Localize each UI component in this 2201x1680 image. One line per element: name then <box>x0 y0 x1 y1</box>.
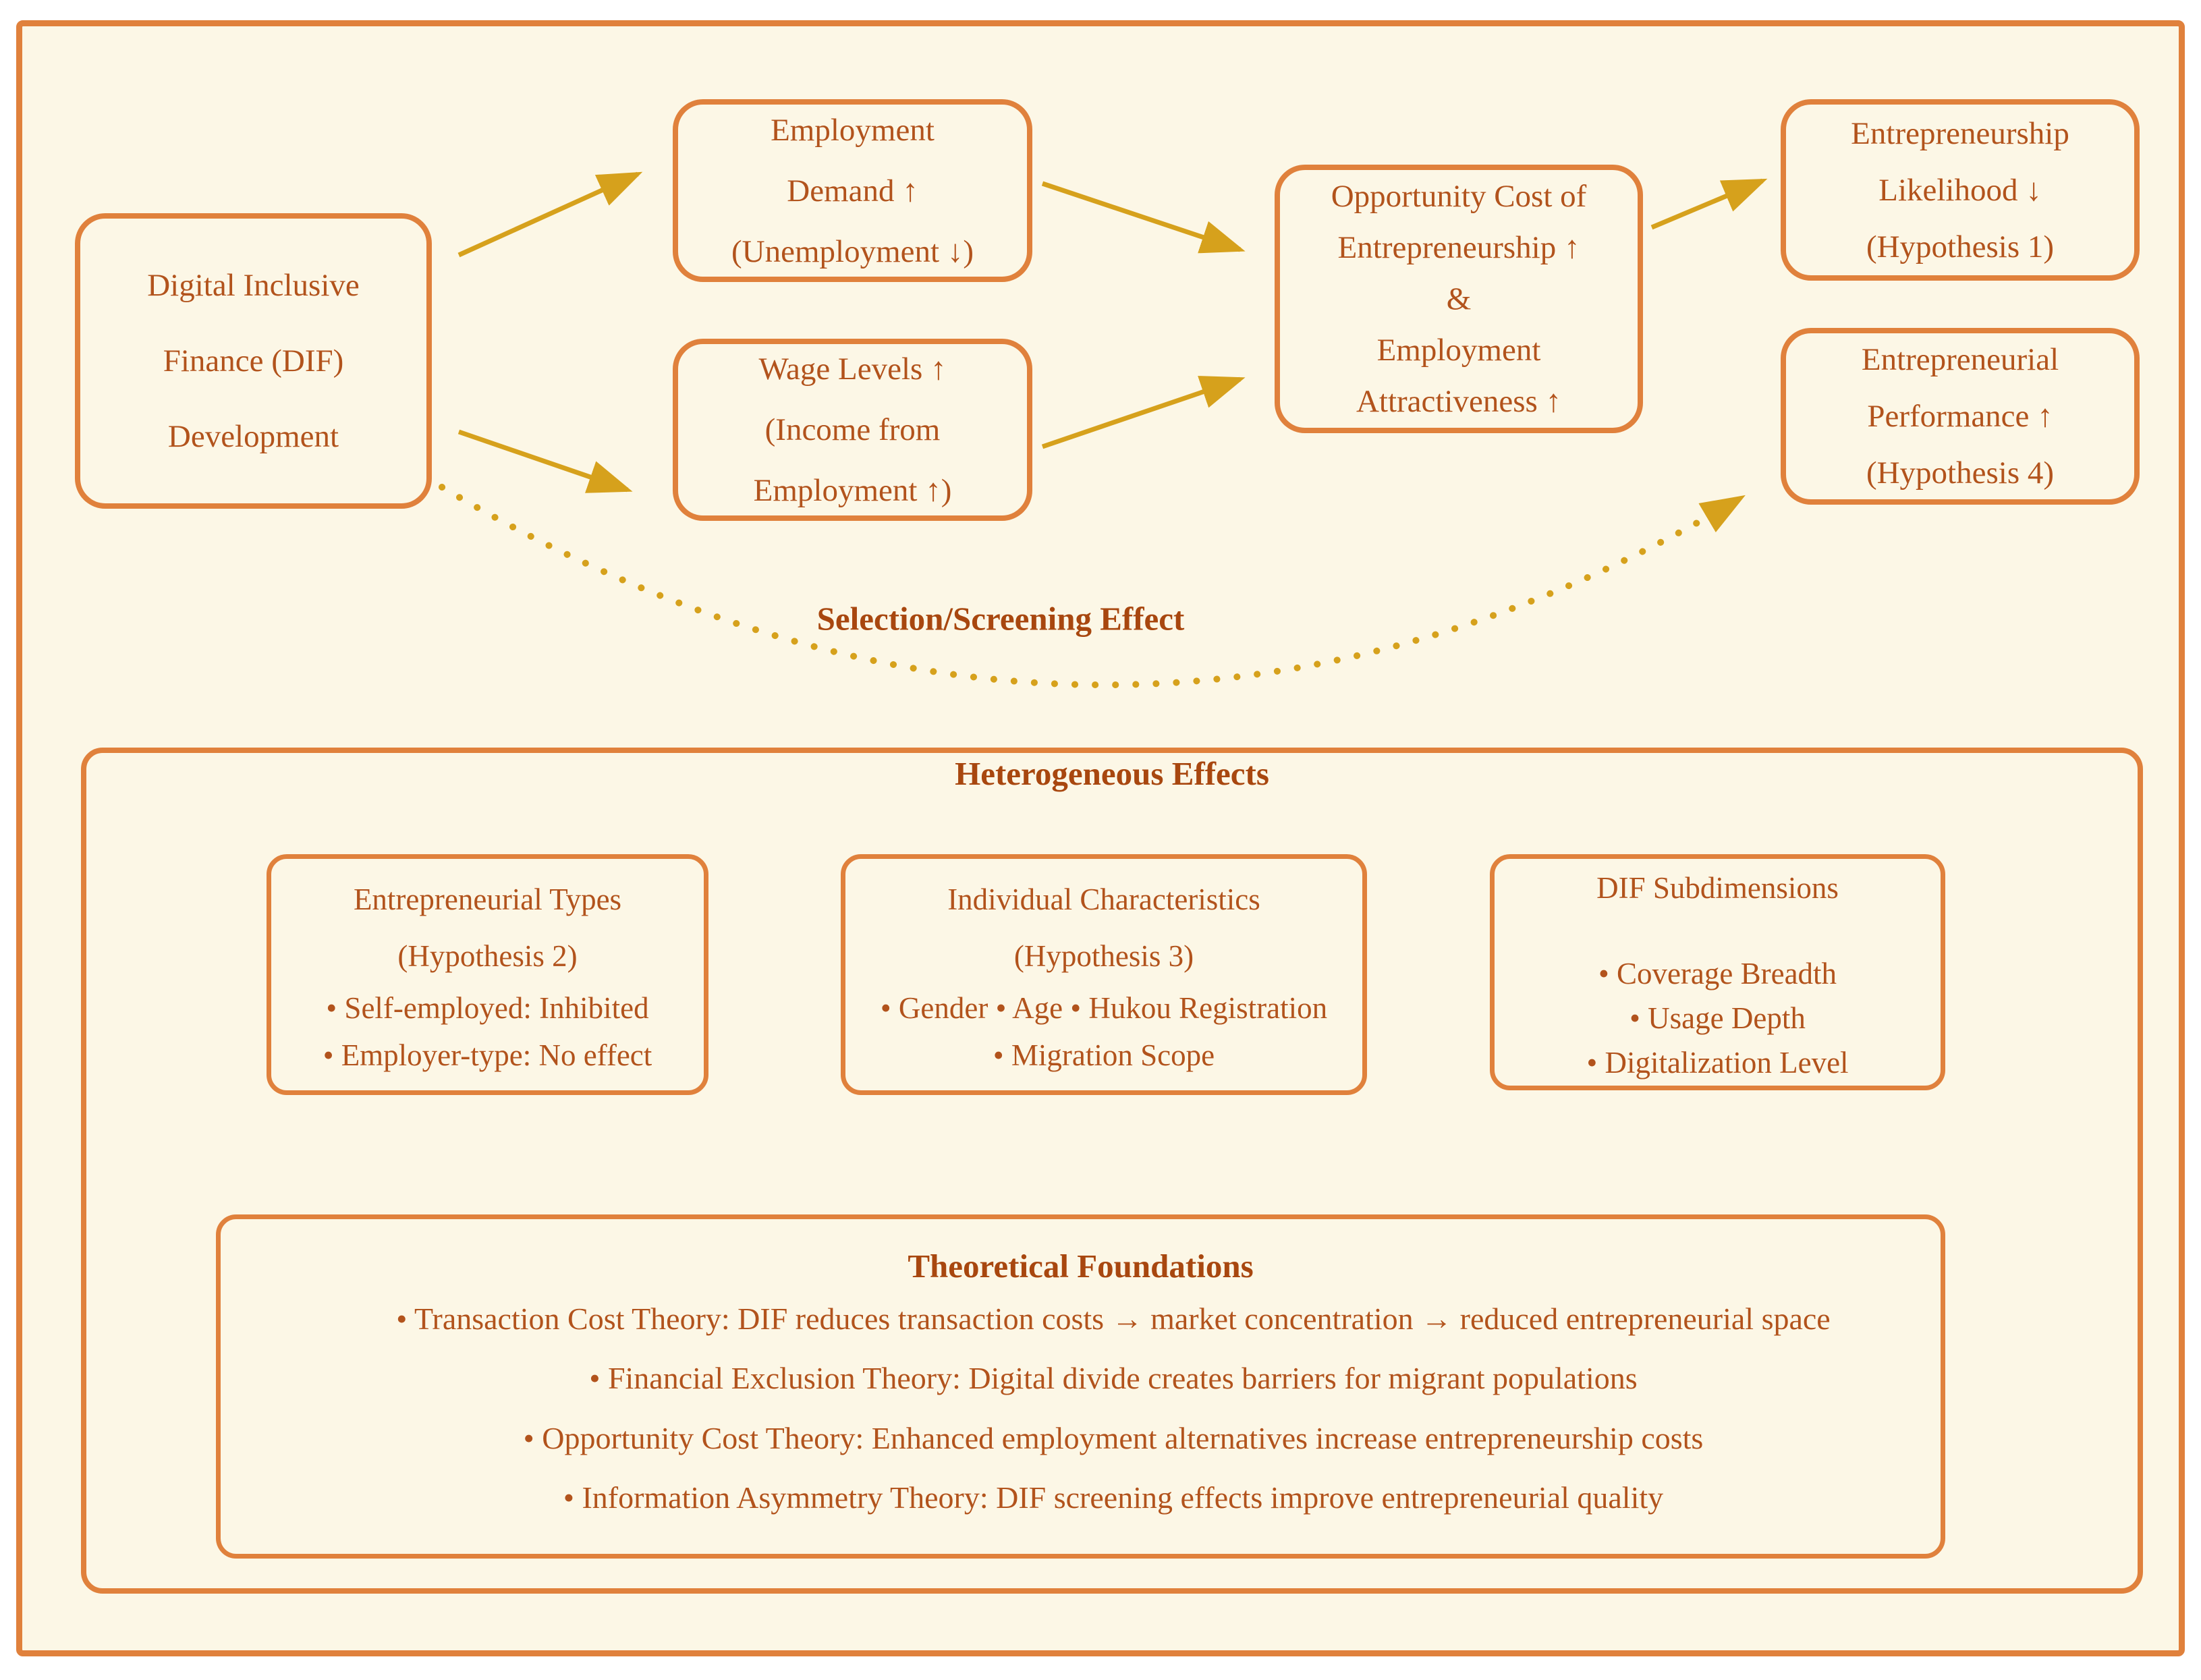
entrepreneurship-likelihood-box <box>1781 99 2140 281</box>
types-subtitle: (Hypothesis 2) <box>397 939 578 973</box>
dif-subdimensions-box <box>1490 854 1945 1090</box>
employment-line: (Unemployment ↓) <box>731 233 974 269</box>
individual-characteristics-box <box>841 854 1367 1095</box>
types-title: Entrepreneurial Types <box>353 882 622 916</box>
employment-line: Employment <box>771 112 935 148</box>
theory-bullet: • Opportunity Cost Theory: Enhanced employment alternatives increase entrepreneurship costs <box>523 1420 1704 1455</box>
types-bullet: • Employer-type: No effect <box>323 1038 652 1072</box>
employment-line: Demand ↑ <box>787 173 918 208</box>
wage-line: Wage Levels ↑ <box>758 352 947 387</box>
individual-subtitle: (Hypothesis 3) <box>1013 939 1194 973</box>
opportunity-cost-box <box>1275 165 1643 433</box>
likelihood-line: (Hypothesis 1) <box>1866 229 2055 264</box>
wage-line: Employment ↑) <box>753 473 952 508</box>
individual-title: Individual Characteristics <box>947 882 1260 916</box>
theory-bullet: • Transaction Cost Theory: DIF reduces transaction costs → market concentration → reduced entrepreneurial space <box>396 1301 1831 1336</box>
employment-demand-box <box>673 99 1032 282</box>
individual-bullet: • Gender • Age • Hukou Registration <box>880 990 1328 1025</box>
likelihood-line: Likelihood ↓ <box>1878 172 2042 208</box>
subdim-bullet: • Usage Depth <box>1629 1001 1806 1035</box>
theory-bullet: • Information Asymmetry Theory: DIF screening effects improve entrepreneurial quality <box>563 1480 1664 1515</box>
selection-screening-effect-label: Selection/Screening Effect <box>816 600 1185 638</box>
opportunity-line: Attractiveness ↑ <box>1356 384 1562 419</box>
opportunity-line: Employment <box>1376 333 1541 368</box>
theoretical-foundations-title: Theoretical Foundations <box>908 1248 1254 1285</box>
wage-levels-box <box>673 339 1032 521</box>
heterogeneous-effects-title: Heterogeneous Effects <box>955 755 1269 792</box>
subdim-bullet: • Coverage Breadth <box>1598 957 1837 990</box>
subdim-bullet: • Digitalization Level <box>1586 1046 1849 1080</box>
theory-bullet: • Financial Exclusion Theory: Digital divide creates barriers for migrant populations <box>589 1361 1638 1396</box>
individual-bullet: • Migration Scope <box>993 1038 1215 1072</box>
wage-line: (Income from <box>764 412 941 447</box>
opportunity-line: Entrepreneurship ↑ <box>1337 230 1580 265</box>
performance-line: Performance ↑ <box>1867 399 2053 434</box>
entrepreneurial-performance-box <box>1781 328 2140 505</box>
opportunity-line: & <box>1446 281 1472 316</box>
dif-line: Development <box>167 419 339 454</box>
opportunity-line: Opportunity Cost of <box>1331 179 1587 214</box>
dif-line: Finance (DIF) <box>163 343 344 379</box>
entrepreneurial-types-box <box>267 854 708 1095</box>
performance-line: (Hypothesis 4) <box>1866 455 2055 491</box>
subdim-title: DIF Subdimensions <box>1596 871 1839 905</box>
dif-line: Digital Inclusive <box>147 268 360 303</box>
dif-development-box <box>75 213 432 509</box>
theoretical-bullets <box>236 1301 1990 1515</box>
performance-line: Entrepreneurial <box>1861 342 2059 377</box>
types-bullet: • Self-employed: Inhibited <box>326 990 649 1025</box>
likelihood-line: Entrepreneurship <box>1851 115 2069 151</box>
